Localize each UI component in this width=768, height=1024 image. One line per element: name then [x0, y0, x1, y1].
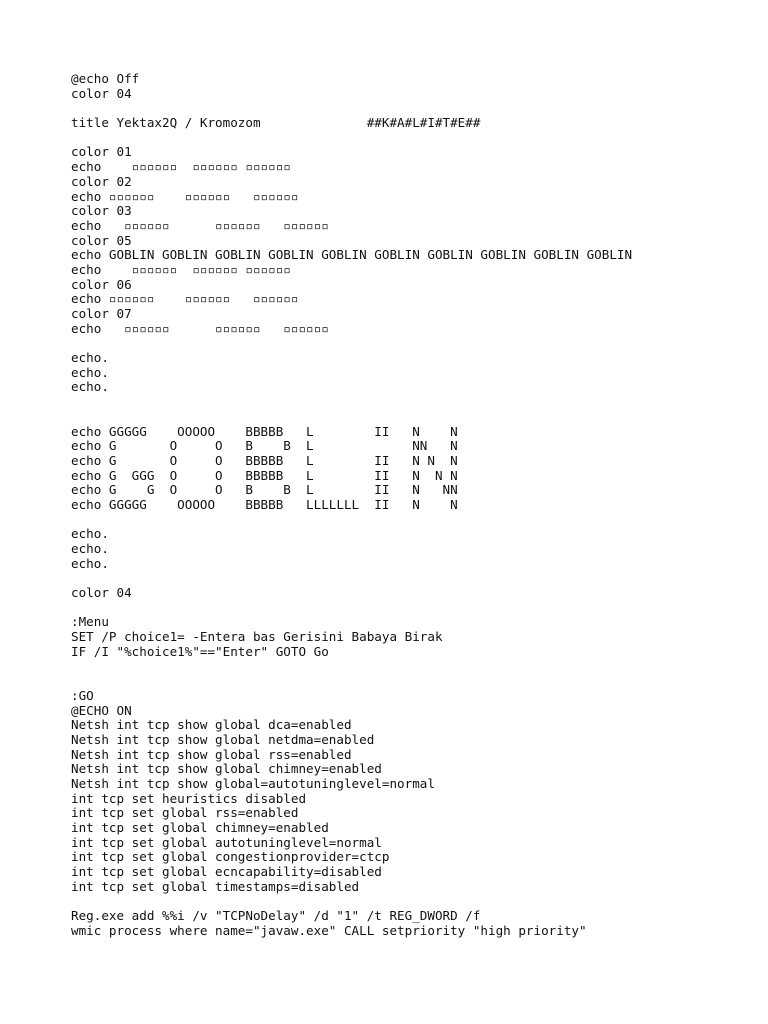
- code-line: echo.: [71, 541, 109, 556]
- code-line: echo ▫▫▫▫▫▫ ▫▫▫▫▫▫ ▫▫▫▫▫▫: [71, 320, 329, 336]
- code-line: [71, 101, 751, 116]
- code-line: Netsh int tcp show global chimney=enabled: [71, 761, 382, 777]
- code-line: color 05: [71, 232, 132, 248]
- code-line: [71, 660, 751, 675]
- code-line: echo G GGG O O BBBBB L II N N N: [71, 467, 458, 483]
- code-line: title Yektax2Q / Kromozom ##K#A#L#I#T#E##: [71, 115, 481, 131]
- code-line: [71, 674, 751, 689]
- code-line: int tcp set global timestamps=disabled: [71, 878, 360, 894]
- code-line: echo ▫▫▫▫▫▫ ▫▫▫▫▫▫ ▫▫▫▫▫▫: [71, 159, 291, 175]
- code-line: color 02: [71, 173, 132, 189]
- code-line: [71, 410, 751, 425]
- code-line: wmic process where name="javaw.exe" CALL setpriority "high priority": [71, 922, 587, 938]
- code-line: Netsh int tcp show global rss=enabled: [71, 746, 352, 762]
- code-line: int tcp set global autotuninglevel=normal: [71, 834, 382, 850]
- code-line: Reg.exe add %%i /v "TCPNoDelay" /d "1" /t REG_DWORD /f: [71, 908, 481, 924]
- code-line: Netsh int tcp show global=autotuninglevel=normal: [71, 776, 435, 791]
- code-line: :GO: [71, 687, 94, 703]
- code-line: echo ▫▫▫▫▫▫ ▫▫▫▫▫▫ ▫▫▫▫▫▫: [71, 261, 291, 277]
- code-line: echo.: [71, 526, 109, 542]
- code-line: echo ▫▫▫▫▫▫ ▫▫▫▫▫▫ ▫▫▫▫▫▫: [71, 217, 329, 233]
- code-line: int tcp set global ecncapability=disabled: [71, 864, 382, 880]
- code-line: echo.: [71, 350, 109, 366]
- batch-script-text: [71, 72, 751, 939]
- code-line: SET /P choice1= -Entera bas Gerisini Babaya Birak: [71, 629, 443, 645]
- code-line: echo G O O BBBBB L II N N N: [71, 452, 458, 468]
- code-line: Netsh int tcp show global netdma=enabled: [71, 731, 375, 747]
- code-line: int tcp set global congestionprovider=ctcp: [71, 849, 390, 865]
- code-line: echo GOBLIN GOBLIN GOBLIN GOBLIN GOBLIN GOBLIN GOBLIN GOBLIN GOBLIN GOBLIN: [71, 247, 633, 263]
- code-line: color 07: [71, 306, 132, 321]
- code-line: echo G O O B B L NN N: [71, 438, 458, 454]
- code-line: color 06: [71, 276, 132, 292]
- code-line: echo GGGGG OOOOO BBBBB LLLLLLL II N N: [71, 496, 458, 512]
- code-line: color 04: [71, 85, 132, 101]
- code-line: [71, 513, 751, 528]
- code-line: echo GGGGG OOOOO BBBBB L II N N: [71, 423, 458, 439]
- code-line: Netsh int tcp show global dca=enabled: [71, 717, 352, 733]
- code-line: color 04: [71, 585, 132, 601]
- code-line: color 01: [71, 144, 132, 160]
- code-line: echo ▫▫▫▫▫▫ ▫▫▫▫▫▫ ▫▫▫▫▫▫: [71, 291, 299, 307]
- code-line: int tcp set global rss=enabled: [71, 805, 299, 821]
- code-line: [71, 395, 751, 410]
- code-line: [71, 601, 751, 616]
- code-line: int tcp set global chimney=enabled: [71, 820, 329, 836]
- code-line: color 03: [71, 203, 132, 219]
- code-line: echo ▫▫▫▫▫▫ ▫▫▫▫▫▫ ▫▫▫▫▫▫: [71, 188, 299, 204]
- code-line: [71, 336, 751, 351]
- code-line: IF /I "%choice1%"=="Enter" GOTO Go: [71, 643, 329, 659]
- code-line: echo.: [71, 379, 109, 395]
- code-line: :Menu: [71, 614, 109, 630]
- code-line: [71, 895, 751, 910]
- code-line: echo G G O O B B L II N NN: [71, 482, 458, 498]
- code-line: int tcp set heuristics disabled: [71, 790, 307, 806]
- code-line: [71, 571, 751, 586]
- code-line: [71, 131, 751, 146]
- code-line: @echo Off: [71, 71, 140, 86]
- code-line: echo.: [71, 364, 109, 380]
- code-line: echo.: [71, 555, 109, 571]
- code-line: @ECHO ON: [71, 702, 132, 718]
